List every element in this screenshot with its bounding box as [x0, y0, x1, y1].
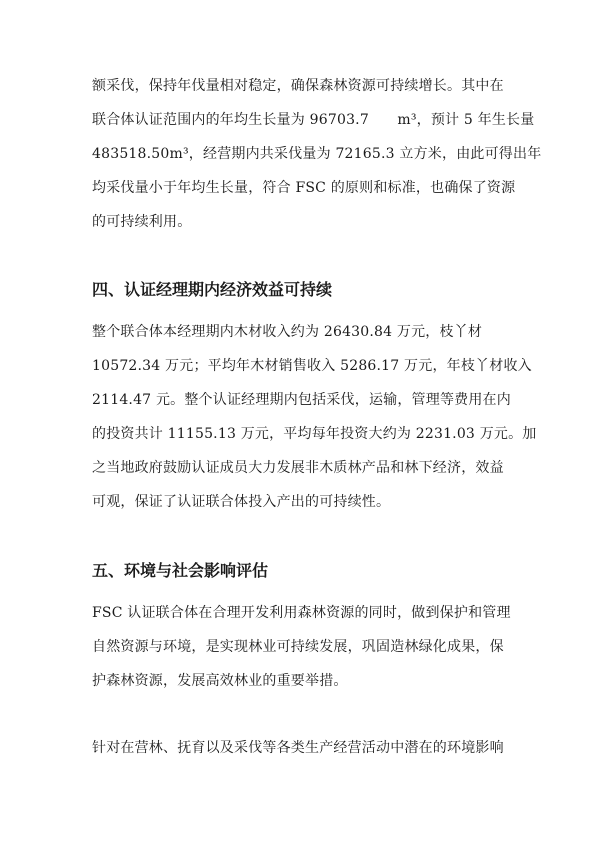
paragraph-line: 均采伐量小于年均生长量，符合 FSC 的原则和标准，也确保了资源 — [92, 180, 516, 196]
paragraph-line: 的可持续利用。 — [92, 214, 192, 230]
paragraph-line: 针对在营林、抚育以及采伐等各类生产经营活动中潜在的环境影响 — [92, 740, 504, 756]
section-5-heading: 五、环境与社会影响评估 — [92, 561, 269, 580]
paragraph-line: 2114.47 元。整个认证经理期内包括采伐，运输，管理等费用在内 — [92, 392, 511, 408]
paragraph-line: 10572.34 万元；平均年木材销售收入 5286.17 万元，年枝丫材收入 — [92, 358, 532, 374]
paragraph-line: FSC 认证联合体在合理开发利用森林资源的同时，做到保护和管理 — [92, 605, 511, 621]
paragraph-line: 483518.50m³，经营期内共采伐量为 72165.3 立方米，由此可得出年 — [92, 146, 542, 162]
paragraph-line: 可观，保证了认证联合体投入产出的可持续性。 — [92, 494, 391, 510]
paragraph-line: 的投资共计 11155.13 万元，平均每年投资大约为 2231.03 万元。加 — [92, 426, 537, 442]
paragraph-line: 自然资源与环境，是实现林业可持续发展，巩固造林绿化成果，保 — [92, 639, 504, 655]
paragraph-line: 整个联合体本经理期内木材收入约为 26430.84 万元，枝丫材 — [92, 324, 483, 340]
paragraph-line: 之当地政府鼓励认证成员大力发展非木质林产品和林下经济，效益 — [92, 460, 504, 476]
paragraph-line: 联合体认证范围内的年均生长量为 96703.7 m³，预计 5 年生长量 — [92, 112, 535, 128]
paragraph-line: 额采伐，保持年伐量相对稳定，确保森林资源可持续增长。其中在 — [92, 78, 504, 94]
section-4-heading: 四、认证经理期内经济效益可持续 — [92, 280, 333, 299]
paragraph-line: 护森林资源，发展高效林业的重要举措。 — [92, 673, 348, 689]
